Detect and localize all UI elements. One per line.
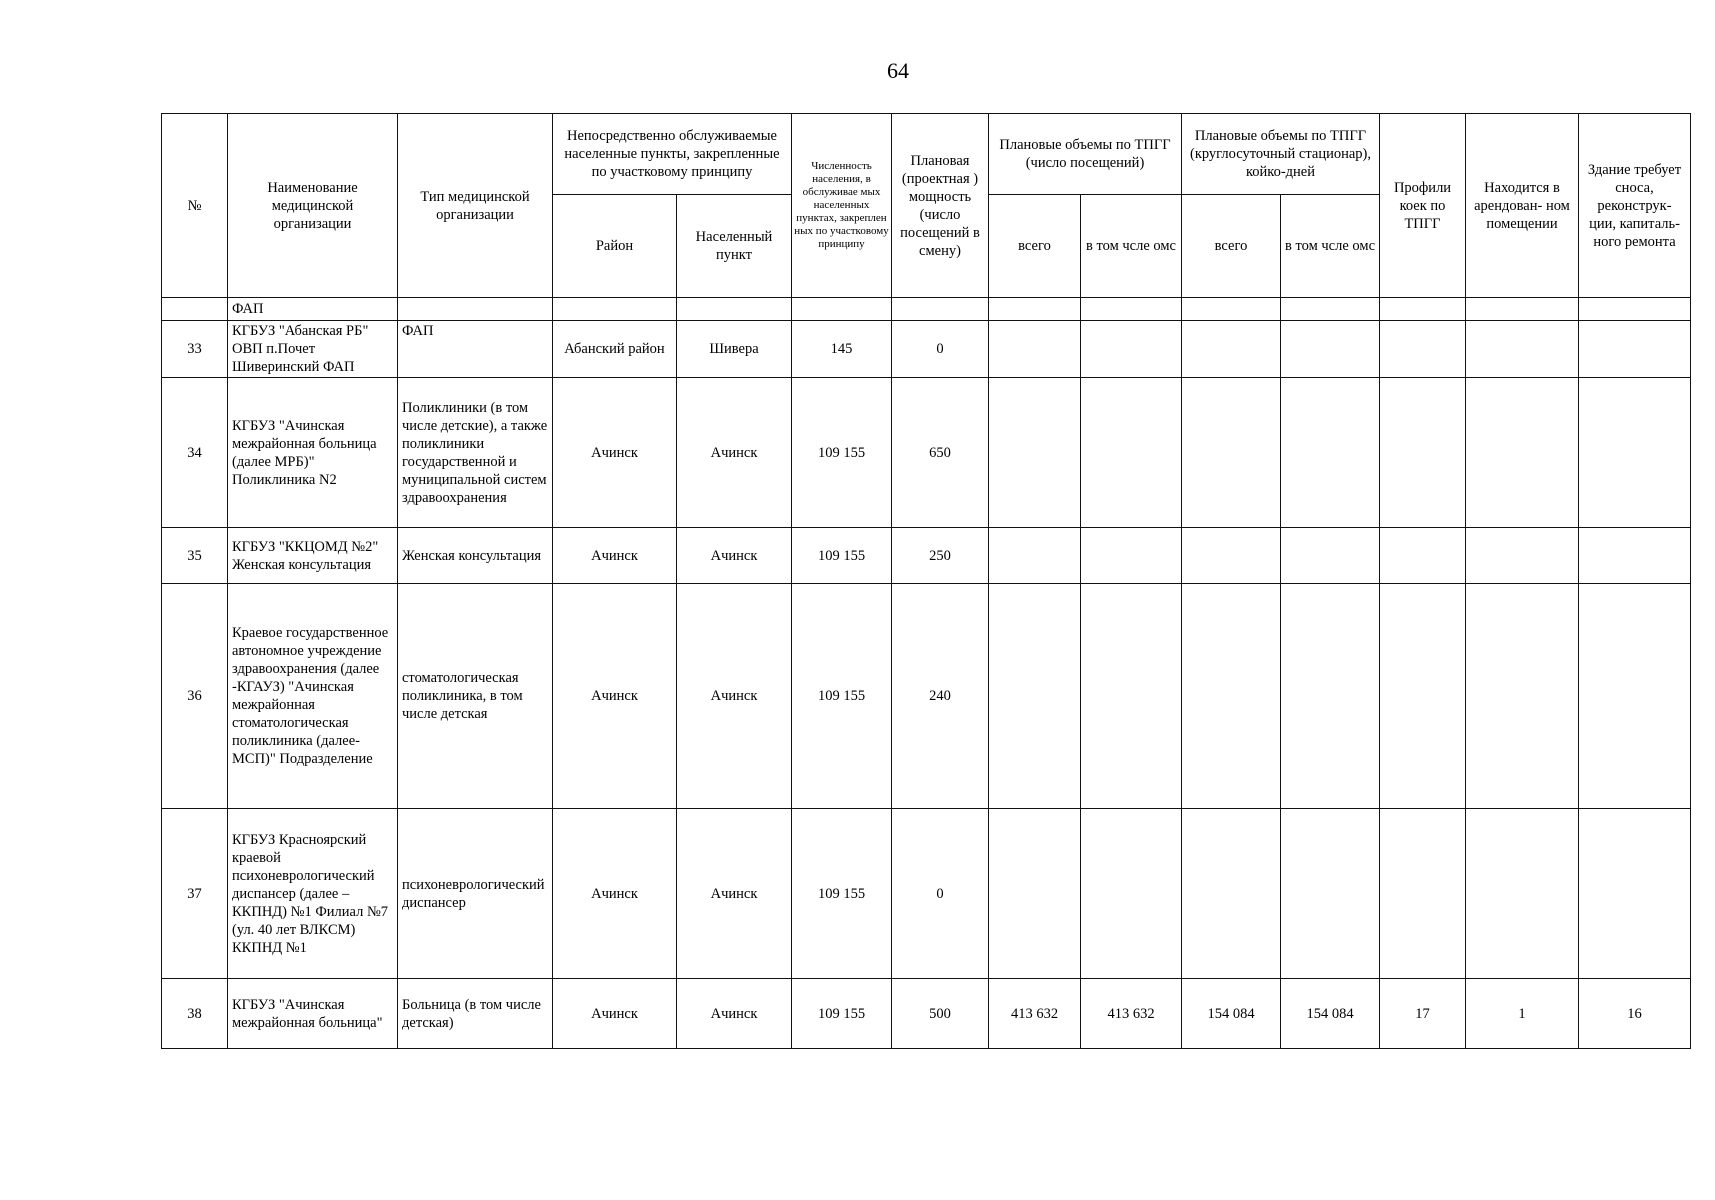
table-row <box>162 979 1691 1049</box>
row-beds-total: 154 084 <box>1182 979 1281 1049</box>
row-locality: Ачинск <box>677 809 792 979</box>
facilities-table-wrap <box>161 113 1691 1049</box>
row-num: 38 <box>162 979 228 1049</box>
row-beds-oms: 154 084 <box>1281 979 1380 1049</box>
row-type: стоматологическая поликлиника, в том числе детская <box>398 584 553 809</box>
row-building: 16 <box>1579 979 1691 1049</box>
row-capacity: 250 <box>892 528 989 584</box>
row-visits-oms: 413 632 <box>1081 979 1182 1049</box>
row-profiles <box>1380 321 1466 378</box>
header-tpgg-beds-total: всего <box>1182 195 1281 298</box>
row-population: 109 155 <box>792 809 892 979</box>
header-name: Наименование медицинской организации <box>228 114 398 298</box>
row-name: КГБУЗ "Ачинская межрайонная больница (далее МРБ)" Поликлиника N2 <box>228 378 398 528</box>
row-capacity: 650 <box>892 378 989 528</box>
row-rented <box>1466 321 1579 378</box>
row-rented <box>1466 528 1579 584</box>
header-building: Здание требует сноса, реконструк- ции, капиталь- ного ремонта <box>1579 114 1691 298</box>
header-tpgg-visits: Плановые объемы по ТПГГ (число посещений) <box>989 114 1182 195</box>
header-capacity: Плановая (проектная ) мощность (число посещений в смену) <box>892 114 989 298</box>
row-beds-total <box>1182 378 1281 528</box>
header-rented: Находится в арендован- ном помещении <box>1466 114 1579 298</box>
row-num: 37 <box>162 809 228 979</box>
row-type: ФАП <box>398 321 553 378</box>
row-visits-total: 413 632 <box>989 979 1081 1049</box>
row-beds-total <box>1182 528 1281 584</box>
row-locality: Ачинск <box>677 584 792 809</box>
row-profiles <box>1380 378 1466 528</box>
row-type: психоневрологический диспансер <box>398 809 553 979</box>
header-tpgg-beds-oms: в том чсле омс <box>1281 195 1380 298</box>
table-row <box>162 378 1691 528</box>
row-profiles: 17 <box>1380 979 1466 1049</box>
header-bed-profiles: Профили коек по ТПГГ <box>1380 114 1466 298</box>
row-population: 145 <box>792 321 892 378</box>
row-name: КГБУЗ "Ачинская межрайонная больница" <box>228 979 398 1049</box>
row-capacity: 240 <box>892 584 989 809</box>
row-num: 35 <box>162 528 228 584</box>
header-population: Численность населения, в обслуживае мых населенных пунктах, закреплен ных по участковому принципу <box>792 114 892 298</box>
header-tpgg-visits-oms: в том чсле омс <box>1081 195 1182 298</box>
facilities-table <box>161 113 1691 1049</box>
row-district: Абанский район <box>553 321 677 378</box>
row-population: 109 155 <box>792 979 892 1049</box>
row-rented: 1 <box>1466 979 1579 1049</box>
row-district: Ачинск <box>553 809 677 979</box>
row-locality: Ачинск <box>677 979 792 1049</box>
row-visits-oms <box>1081 378 1182 528</box>
row-type: Поликлиники (в том числе детские), а также поликлиники государственной и муниципальной систем здравоохранения <box>398 378 553 528</box>
row-name: КГБУЗ "ККЦОМД №2" Женская консультация <box>228 528 398 584</box>
row-capacity: 500 <box>892 979 989 1049</box>
row-beds-oms <box>1281 584 1380 809</box>
row-population: 109 155 <box>792 378 892 528</box>
row-building <box>1579 321 1691 378</box>
row-name: Краевое государственное автономное учреждение здравоохранения (далее -КГАУЗ) "Ачинская межрайонная стоматологическая поликлиника (далее- МСП)" Подразделение <box>228 584 398 809</box>
row-num: 36 <box>162 584 228 809</box>
row-locality: Ачинск <box>677 528 792 584</box>
row-building <box>1579 809 1691 979</box>
row-type: Женская консультация <box>398 528 553 584</box>
header-served-group: Непосредственно обслуживаемые населенные пункты, закрепленные по участковому принципу <box>553 114 792 195</box>
header-tpgg-beds: Плановые объемы по ТПГГ (круглосуточный стационар), койко-дней <box>1182 114 1380 195</box>
row-rented <box>1466 809 1579 979</box>
row-district: Ачинск <box>553 979 677 1049</box>
row-building <box>1579 584 1691 809</box>
row-locality: Шивера <box>677 321 792 378</box>
row-visits-oms <box>1081 584 1182 809</box>
header-num: № <box>162 114 228 298</box>
row-population: 109 155 <box>792 528 892 584</box>
table-row <box>162 321 1691 378</box>
table-row <box>162 809 1691 979</box>
table-row <box>162 528 1691 584</box>
row-beds-oms <box>1281 528 1380 584</box>
row-profiles <box>1380 528 1466 584</box>
row-name: КГБУЗ Красноярский краевой психоневрологический диспансер (далее – ККПНД) №1 Филиал №7 (ул. 40 лет ВЛКСМ) ККПНД №1 <box>228 809 398 979</box>
row-name: КГБУЗ "Абанская РБ" ОВП п.Почет Шиверинский ФАП <box>228 321 398 378</box>
row-beds-total <box>1182 584 1281 809</box>
header-tpgg-visits-total: всего <box>989 195 1081 298</box>
row-visits-total <box>989 528 1081 584</box>
row-visits-total <box>989 809 1081 979</box>
row-visits-oms <box>1081 809 1182 979</box>
row-capacity: 0 <box>892 321 989 378</box>
row-visits-total <box>989 321 1081 378</box>
row-building <box>1579 528 1691 584</box>
row-profiles <box>1380 809 1466 979</box>
row-building <box>1579 378 1691 528</box>
row-num: 34 <box>162 378 228 528</box>
row-type: Больница (в том числе детская) <box>398 979 553 1049</box>
row-visits-oms <box>1081 528 1182 584</box>
section-row <box>162 298 1691 321</box>
section-label: ФАП <box>228 298 398 321</box>
row-district: Ачинск <box>553 584 677 809</box>
header-type: Тип медицинской организации <box>398 114 553 298</box>
row-beds-total <box>1182 809 1281 979</box>
row-visits-total <box>989 378 1081 528</box>
row-visits-oms <box>1081 321 1182 378</box>
row-district: Ачинск <box>553 528 677 584</box>
row-district: Ачинск <box>553 378 677 528</box>
page-number: 64 <box>887 58 909 83</box>
row-capacity: 0 <box>892 809 989 979</box>
row-beds-total <box>1182 321 1281 378</box>
row-num: 33 <box>162 321 228 378</box>
row-population: 109 155 <box>792 584 892 809</box>
table-row <box>162 584 1691 809</box>
row-profiles <box>1380 584 1466 809</box>
row-visits-total <box>989 584 1081 809</box>
header-locality: Населенный пункт <box>677 195 792 298</box>
header-district: Район <box>553 195 677 298</box>
row-beds-oms <box>1281 378 1380 528</box>
row-beds-oms <box>1281 321 1380 378</box>
row-beds-oms <box>1281 809 1380 979</box>
row-rented <box>1466 584 1579 809</box>
row-locality: Ачинск <box>677 378 792 528</box>
row-rented <box>1466 378 1579 528</box>
